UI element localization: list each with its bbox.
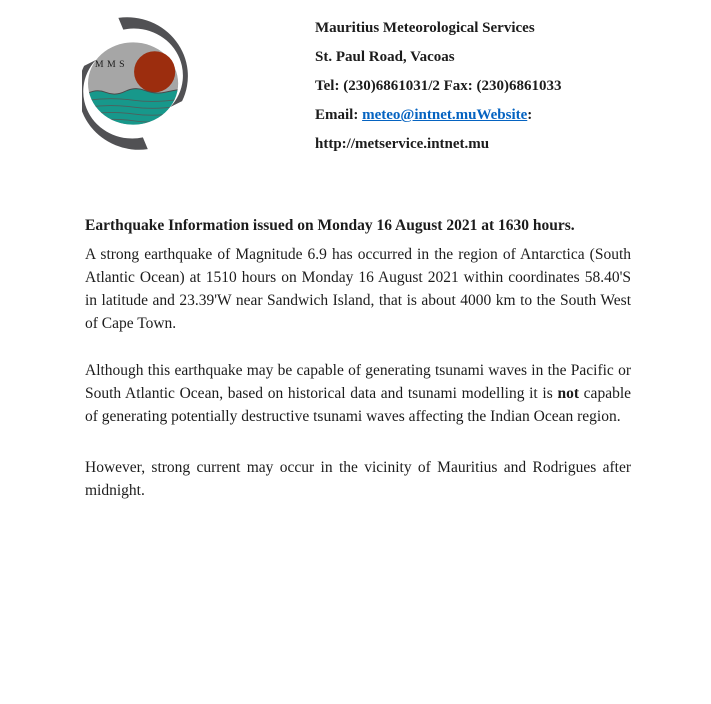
bulletin-body bbox=[85, 214, 631, 502]
para2-bold-not: not bbox=[557, 385, 579, 402]
org-email-line bbox=[315, 107, 562, 123]
org-website: http://metservice.intnet.mu bbox=[315, 136, 490, 152]
email-link[interactable]: meteo@intnet.muWebsite bbox=[362, 107, 528, 123]
para2-text-after: capable of generating potentially destructive tsunami waves affecting the Indian Ocean region. bbox=[85, 385, 632, 425]
mms-logo bbox=[82, 12, 192, 157]
logo-sun-icon bbox=[134, 51, 175, 92]
org-tel-fax: Tel: (230)6861031/2 Fax: (230)6861033 bbox=[315, 78, 562, 94]
org-address: St. Paul Road, Vacoas bbox=[315, 49, 455, 65]
org-name: Mauritius Meteorological Services bbox=[315, 20, 535, 36]
paragraph-tsunami-assessment bbox=[85, 359, 631, 428]
email-colon: : bbox=[527, 107, 533, 123]
email-label: Email: bbox=[315, 107, 363, 123]
logo-mms-text: MMS bbox=[94, 58, 128, 70]
bulletin-heading: Earthquake Information issued on Monday 16 August 2021 at 1630 hours. bbox=[85, 217, 575, 234]
paragraph-current-warning: However, strong current may occur in the vicinity of Mauritius and Rodrigues after midnight. bbox=[85, 459, 631, 499]
para2-text-before: Although this earthquake may be capable of generating tsunami waves in the Pacific or South Atlantic Ocean, based on historical data and tsunami modelling it is bbox=[85, 362, 631, 402]
paragraph-earthquake-details: A strong earthquake of Magnitude 6.9 has occurred in the region of Antarctica (South Atlantic Ocean) at 1510 hours on Monday 16 August 2021 within coordinates 58.40'S in latitude and 23.39'W near Sandwich Island, that is about 4000 km to the South West of Cape Town. bbox=[85, 246, 631, 332]
org-contact-block bbox=[315, 20, 562, 165]
